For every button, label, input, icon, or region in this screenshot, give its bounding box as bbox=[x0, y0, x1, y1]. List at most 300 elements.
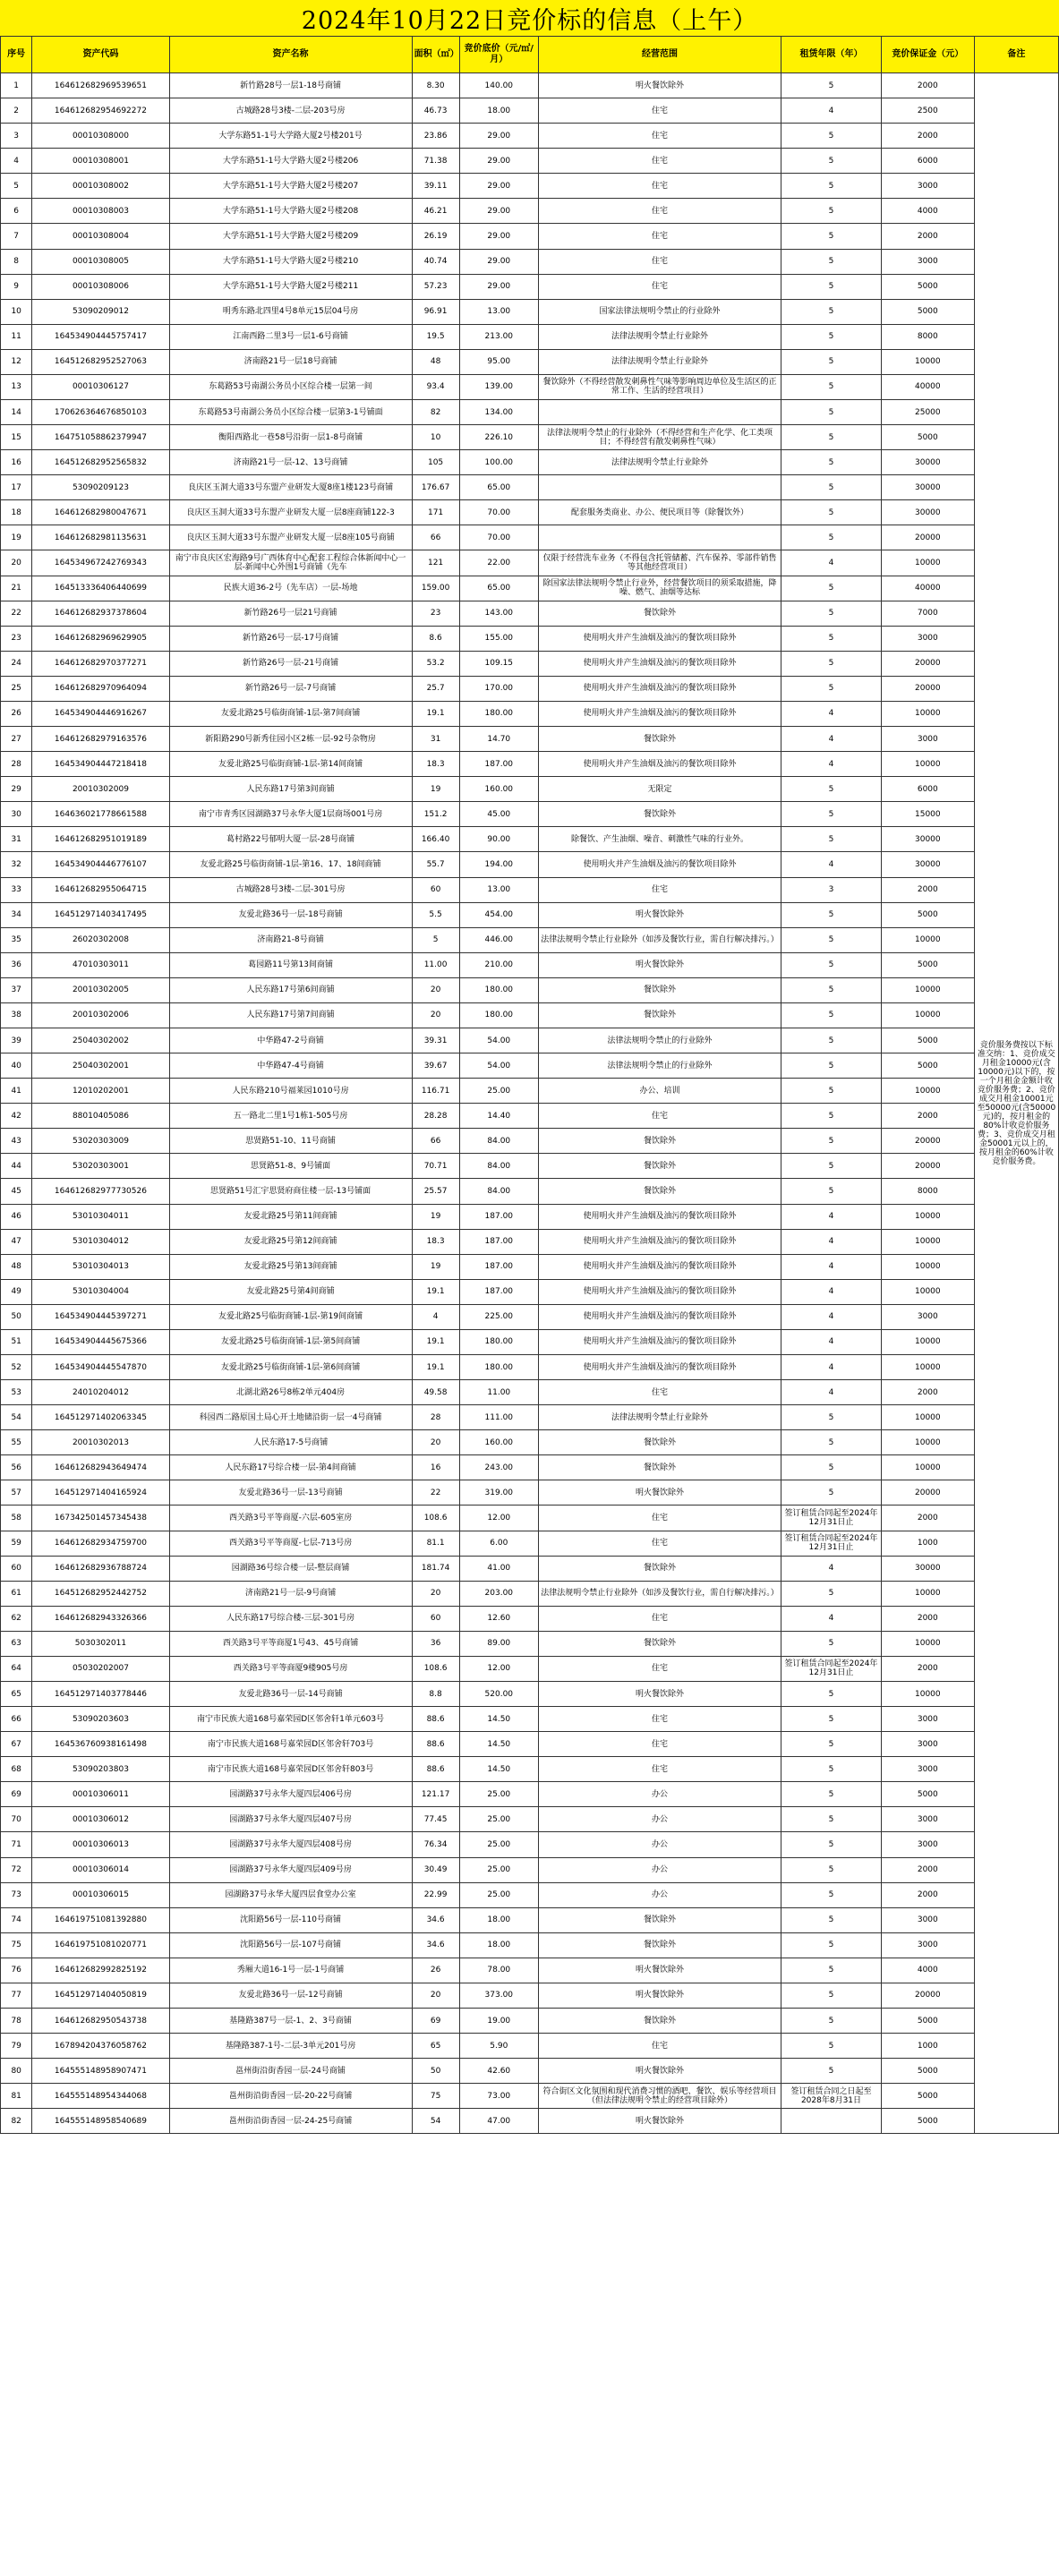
cell-lease-term: 5 bbox=[781, 1480, 882, 1506]
cell-asset-code: 20010302009 bbox=[32, 777, 169, 802]
table-row bbox=[1, 2059, 1059, 2084]
cell-area: 116.71 bbox=[412, 1079, 459, 1104]
cell-lease-term bbox=[781, 2109, 882, 2134]
cell-business-scope: 住宅 bbox=[538, 1656, 781, 1681]
cell-lease-term: 5 bbox=[781, 927, 882, 952]
cell-asset-code: 164512971404165924 bbox=[32, 1480, 169, 1506]
cell-lease-term: 5 bbox=[781, 802, 882, 827]
cell-lease-term: 5 bbox=[781, 1707, 882, 1732]
header-lease-term: 租赁年限（年） bbox=[781, 37, 882, 73]
cell-index: 34 bbox=[1, 902, 32, 927]
cell-index: 25 bbox=[1, 676, 32, 701]
cell-lease-term: 5 bbox=[781, 1028, 882, 1053]
table-row bbox=[1, 1028, 1059, 1053]
cell-lease-term: 5 bbox=[781, 475, 882, 500]
cell-asset-name: 友爱北路36号一层-18号商铺 bbox=[169, 902, 412, 927]
cell-business-scope: 住宅 bbox=[538, 2034, 781, 2059]
cell-area: 39.67 bbox=[412, 1053, 459, 1079]
cell-asset-name: 友爱北路25号临街商铺-1层-第16、17、18间商铺 bbox=[169, 852, 412, 877]
cell-asset-code: 00010306014 bbox=[32, 1857, 169, 1882]
cell-index: 66 bbox=[1, 1707, 32, 1732]
cell-business-scope: 住宅 bbox=[538, 274, 781, 299]
cell-asset-name: 友爱北路36号一层-12号商铺 bbox=[169, 1983, 412, 2008]
cell-area: 77.45 bbox=[412, 1807, 459, 1832]
cell-asset-code: 164612682954692272 bbox=[32, 98, 169, 124]
cell-area: 54 bbox=[412, 2109, 459, 2134]
cell-base-price: 139.00 bbox=[459, 374, 538, 399]
cell-asset-code: 164513336406440699 bbox=[32, 576, 169, 601]
cell-lease-term: 5 bbox=[781, 1002, 882, 1028]
cell-deposit: 3000 bbox=[881, 1304, 974, 1329]
cell-asset-code: 53090209012 bbox=[32, 299, 169, 324]
cell-asset-code: 164534904445397271 bbox=[32, 1304, 169, 1329]
cell-business-scope: 住宅 bbox=[538, 174, 781, 199]
cell-asset-code: 164612682969629905 bbox=[32, 626, 169, 651]
cell-base-price: 155.00 bbox=[459, 626, 538, 651]
cell-business-scope: 餐饮除外 bbox=[538, 2009, 781, 2034]
table-row bbox=[1, 1983, 1059, 2008]
cell-deposit: 5000 bbox=[881, 1782, 974, 1807]
table-row bbox=[1, 1807, 1059, 1832]
cell-asset-code: 164612682950543738 bbox=[32, 2009, 169, 2034]
table-row bbox=[1, 601, 1059, 626]
cell-index: 21 bbox=[1, 576, 32, 601]
table-row bbox=[1, 576, 1059, 601]
cell-deposit: 3000 bbox=[881, 174, 974, 199]
cell-base-price: 18.00 bbox=[459, 1932, 538, 1958]
cell-asset-name: 园湖路37号永华大厦四层409号房 bbox=[169, 1857, 412, 1882]
cell-deposit: 2000 bbox=[881, 1882, 974, 1907]
cell-asset-code: 53020303009 bbox=[32, 1129, 169, 1154]
table-body bbox=[1, 73, 1059, 2134]
table-row bbox=[1, 777, 1059, 802]
cell-base-price: 65.00 bbox=[459, 576, 538, 601]
cell-asset-name: 南宁市民族大道168号嘉荣园D区邻舍轩1单元603号 bbox=[169, 1707, 412, 1732]
cell-deposit: 4000 bbox=[881, 1958, 974, 1983]
cell-asset-code: 164555148958540689 bbox=[32, 2109, 169, 2134]
cell-asset-name: 人民东路17-5号商铺 bbox=[169, 1430, 412, 1455]
cell-index: 4 bbox=[1, 149, 32, 174]
cell-area: 69 bbox=[412, 2009, 459, 2034]
cell-business-scope: 住宅 bbox=[538, 98, 781, 124]
cell-lease-term: 5 bbox=[781, 299, 882, 324]
cell-business-scope: 餐饮除外 bbox=[538, 1631, 781, 1656]
cell-lease-term: 4 bbox=[781, 98, 882, 124]
cell-asset-name: 沈阳路56号一层-107号商铺 bbox=[169, 1932, 412, 1958]
cell-asset-name: 友爱北路36号一层-14号商铺 bbox=[169, 1682, 412, 1707]
cell-lease-term: 4 bbox=[781, 1606, 882, 1631]
cell-index: 28 bbox=[1, 752, 32, 777]
cell-area: 108.6 bbox=[412, 1656, 459, 1681]
cell-index: 53 bbox=[1, 1380, 32, 1405]
cell-index: 40 bbox=[1, 1053, 32, 1079]
header-area: 面积（㎡） bbox=[412, 37, 459, 73]
table-row bbox=[1, 1782, 1059, 1807]
cell-deposit: 4000 bbox=[881, 199, 974, 224]
cell-asset-code: 164612682934759700 bbox=[32, 1531, 169, 1556]
cell-asset-name: 民族大道36-2号（先车店）一层-场地 bbox=[169, 576, 412, 601]
cell-deposit: 6000 bbox=[881, 777, 974, 802]
cell-area: 60 bbox=[412, 877, 459, 902]
cell-area: 25.7 bbox=[412, 676, 459, 701]
header-deposit: 竞价保证金（元） bbox=[881, 37, 974, 73]
cell-index: 56 bbox=[1, 1455, 32, 1480]
cell-deposit: 3000 bbox=[881, 1732, 974, 1757]
cell-area: 108.6 bbox=[412, 1506, 459, 1531]
cell-index: 71 bbox=[1, 1832, 32, 1857]
cell-index: 51 bbox=[1, 1329, 32, 1354]
header-asset-code: 资产代码 bbox=[32, 37, 169, 73]
cell-asset-name: 济南路21-8号商铺 bbox=[169, 927, 412, 952]
cell-area: 181.74 bbox=[412, 1556, 459, 1581]
cell-business-scope: 法律法规明令禁止行业除外 bbox=[538, 1405, 781, 1430]
table-row bbox=[1, 1405, 1059, 1430]
cell-area: 71.38 bbox=[412, 149, 459, 174]
cell-area: 70.71 bbox=[412, 1154, 459, 1179]
cell-lease-term: 签订租赁合同起至2024年12月31日止 bbox=[781, 1506, 882, 1531]
cell-asset-code: 20010302013 bbox=[32, 1430, 169, 1455]
cell-lease-term: 5 bbox=[781, 1430, 882, 1455]
cell-area: 19 bbox=[412, 777, 459, 802]
cell-base-price: 187.00 bbox=[459, 1204, 538, 1229]
cell-index: 1 bbox=[1, 73, 32, 98]
header-remarks: 备注 bbox=[974, 37, 1058, 73]
cell-lease-term: 5 bbox=[781, 1907, 882, 1932]
cell-base-price: 6.00 bbox=[459, 1531, 538, 1556]
table-row bbox=[1, 1732, 1059, 1757]
cell-base-price: 78.00 bbox=[459, 1958, 538, 1983]
cell-deposit: 10000 bbox=[881, 977, 974, 1002]
cell-asset-code: 164512682952565832 bbox=[32, 450, 169, 475]
cell-lease-term: 5 bbox=[781, 1757, 882, 1782]
cell-base-price: 65.00 bbox=[459, 475, 538, 500]
cell-business-scope: 餐饮除外 bbox=[538, 1907, 781, 1932]
cell-lease-term: 5 bbox=[781, 1832, 882, 1857]
cell-index: 59 bbox=[1, 1531, 32, 1556]
cell-index: 60 bbox=[1, 1556, 32, 1581]
table-row bbox=[1, 1480, 1059, 1506]
cell-business-scope: 餐饮除外 bbox=[538, 1556, 781, 1581]
cell-asset-code: 164619751081392880 bbox=[32, 1907, 169, 1932]
table-row bbox=[1, 249, 1059, 274]
cell-base-price: 170.00 bbox=[459, 676, 538, 701]
cell-area: 20 bbox=[412, 1430, 459, 1455]
cell-lease-term: 5 bbox=[781, 777, 882, 802]
cell-asset-name: 科园西二路原国土局心开土地储沿街一层一4号商铺 bbox=[169, 1405, 412, 1430]
cell-area: 23 bbox=[412, 601, 459, 626]
table-row bbox=[1, 701, 1059, 726]
cell-index: 32 bbox=[1, 852, 32, 877]
cell-deposit: 3000 bbox=[881, 1932, 974, 1958]
cell-lease-term: 5 bbox=[781, 1882, 882, 1907]
cell-business-scope: 办公、培训 bbox=[538, 1079, 781, 1104]
cell-asset-code: 164612682955064715 bbox=[32, 877, 169, 902]
cell-base-price: 41.00 bbox=[459, 1556, 538, 1581]
cell-business-scope: 餐饮除外 bbox=[538, 1129, 781, 1154]
table-row bbox=[1, 1857, 1059, 1882]
table-row bbox=[1, 1932, 1059, 1958]
cell-deposit: 5000 bbox=[881, 2009, 974, 2034]
cell-asset-name: 新竹路26号一层-7号商铺 bbox=[169, 676, 412, 701]
cell-asset-code: 164619751081020771 bbox=[32, 1932, 169, 1958]
cell-deposit: 2000 bbox=[881, 1104, 974, 1129]
cell-base-price: 70.00 bbox=[459, 500, 538, 525]
cell-index: 47 bbox=[1, 1229, 32, 1254]
cell-deposit: 2000 bbox=[881, 1857, 974, 1882]
cell-base-price: 25.00 bbox=[459, 1782, 538, 1807]
cell-index: 74 bbox=[1, 1907, 32, 1932]
cell-asset-name: 新阳路290号新秀住园小区2栋一层-92号杂物房 bbox=[169, 727, 412, 752]
table-row bbox=[1, 1229, 1059, 1254]
cell-lease-term: 5 bbox=[781, 1932, 882, 1958]
table-row bbox=[1, 827, 1059, 852]
cell-asset-code: 164612682979163576 bbox=[32, 727, 169, 752]
cell-asset-name: 基隆路387号一层-1、2、3号商铺 bbox=[169, 2009, 412, 2034]
cell-asset-code: 25040302001 bbox=[32, 1053, 169, 1079]
cell-index: 2 bbox=[1, 98, 32, 124]
cell-index: 49 bbox=[1, 1279, 32, 1304]
cell-base-price: 213.00 bbox=[459, 324, 538, 349]
table-row bbox=[1, 1631, 1059, 1656]
table-row bbox=[1, 1757, 1059, 1782]
cell-asset-code: 12010202001 bbox=[32, 1079, 169, 1104]
cell-deposit: 20000 bbox=[881, 676, 974, 701]
cell-deposit: 30000 bbox=[881, 1556, 974, 1581]
cell-business-scope: 使用明火并产生油烟及油污的餐饮项目除外 bbox=[538, 752, 781, 777]
cell-deposit: 20000 bbox=[881, 1154, 974, 1179]
cell-base-price: 180.00 bbox=[459, 1354, 538, 1379]
table-row bbox=[1, 752, 1059, 777]
cell-lease-term: 5 bbox=[781, 73, 882, 98]
cell-asset-code: 20010302006 bbox=[32, 1002, 169, 1028]
cell-asset-code: 164534904445757417 bbox=[32, 324, 169, 349]
cell-asset-code: 164612682951019189 bbox=[32, 827, 169, 852]
cell-asset-name: 古城路28号3楼-二层-301号房 bbox=[169, 877, 412, 902]
table-row bbox=[1, 1104, 1059, 1129]
cell-area: 75 bbox=[412, 2084, 459, 2109]
cell-index: 18 bbox=[1, 500, 32, 525]
cell-deposit: 8000 bbox=[881, 1179, 974, 1204]
cell-deposit: 10000 bbox=[881, 1455, 974, 1480]
cell-business-scope: 住宅 bbox=[538, 1732, 781, 1757]
cell-index: 7 bbox=[1, 224, 32, 249]
cell-base-price: 520.00 bbox=[459, 1682, 538, 1707]
cell-base-price: 14.50 bbox=[459, 1732, 538, 1757]
cell-base-price: 22.00 bbox=[459, 550, 538, 576]
cell-asset-name: 中华路47-4号商铺 bbox=[169, 1053, 412, 1079]
table-row bbox=[1, 1129, 1059, 1154]
cell-business-scope: 餐饮除外 bbox=[538, 727, 781, 752]
table-row bbox=[1, 1455, 1059, 1480]
cell-index: 16 bbox=[1, 450, 32, 475]
table-row bbox=[1, 1682, 1059, 1707]
table-row bbox=[1, 1380, 1059, 1405]
cell-index: 3 bbox=[1, 124, 32, 149]
cell-deposit: 3000 bbox=[881, 1757, 974, 1782]
cell-area: 46.21 bbox=[412, 199, 459, 224]
cell-asset-name: 邕州街沿街香园一层-24-25号商铺 bbox=[169, 2109, 412, 2134]
cell-area: 121.17 bbox=[412, 1782, 459, 1807]
cell-business-scope: 明火餐饮除外 bbox=[538, 1480, 781, 1506]
cell-business-scope: 办公 bbox=[538, 1832, 781, 1857]
cell-lease-term: 5 bbox=[781, 1104, 882, 1129]
cell-asset-code: 24010204012 bbox=[32, 1380, 169, 1405]
cell-lease-term: 5 bbox=[781, 576, 882, 601]
cell-lease-term: 5 bbox=[781, 1631, 882, 1656]
cell-asset-name: 五一路北二里1号1栋1-505号房 bbox=[169, 1104, 412, 1129]
cell-lease-term: 4 bbox=[781, 1204, 882, 1229]
cell-asset-name: 大学东路51-1号大学路大厦2号楼211 bbox=[169, 274, 412, 299]
cell-asset-name: 明秀东路北四里4号8单元15层04号房 bbox=[169, 299, 412, 324]
cell-asset-code: 164612682937378604 bbox=[32, 601, 169, 626]
cell-index: 79 bbox=[1, 2034, 32, 2059]
table-row bbox=[1, 676, 1059, 701]
cell-deposit: 1000 bbox=[881, 1531, 974, 1556]
cell-deposit: 10000 bbox=[881, 1405, 974, 1430]
cell-business-scope: 明火餐饮除外 bbox=[538, 902, 781, 927]
cell-base-price: 187.00 bbox=[459, 1279, 538, 1304]
cell-business-scope: 法律法规明令禁止行业除外 bbox=[538, 450, 781, 475]
table-row bbox=[1, 2084, 1059, 2109]
cell-asset-code: 53010304004 bbox=[32, 1279, 169, 1304]
cell-asset-code: 53090209123 bbox=[32, 475, 169, 500]
cell-lease-term: 4 bbox=[781, 701, 882, 726]
cell-deposit: 3000 bbox=[881, 1707, 974, 1732]
table-row bbox=[1, 2034, 1059, 2059]
cell-asset-name: 邕州街沿街香园一层-24号商铺 bbox=[169, 2059, 412, 2084]
cell-index: 63 bbox=[1, 1631, 32, 1656]
cell-lease-term: 4 bbox=[781, 1556, 882, 1581]
cell-lease-term: 4 bbox=[781, 752, 882, 777]
cell-deposit: 40000 bbox=[881, 576, 974, 601]
cell-asset-code: 00010306013 bbox=[32, 1832, 169, 1857]
cell-deposit: 25000 bbox=[881, 400, 974, 425]
cell-asset-code: 164512682952442752 bbox=[32, 1581, 169, 1606]
cell-asset-name: 南宁市民族大道168号嘉荣园D区邻舍轩703号 bbox=[169, 1732, 412, 1757]
cell-asset-name: 园湖路37号永华大厦四层食堂办公室 bbox=[169, 1882, 412, 1907]
cell-lease-term: 5 bbox=[781, 324, 882, 349]
table-row bbox=[1, 1002, 1059, 1028]
cell-business-scope: 使用明火并产生油烟及油污的餐饮项目除外 bbox=[538, 1354, 781, 1379]
cell-base-price: 29.00 bbox=[459, 249, 538, 274]
cell-asset-code: 20010302005 bbox=[32, 977, 169, 1002]
cell-index: 68 bbox=[1, 1757, 32, 1782]
cell-lease-term: 4 bbox=[781, 1279, 882, 1304]
table-row bbox=[1, 1053, 1059, 1079]
cell-index: 14 bbox=[1, 400, 32, 425]
cell-base-price: 73.00 bbox=[459, 2084, 538, 2109]
cell-asset-name: 人民东路17号综合楼-三层-301号房 bbox=[169, 1606, 412, 1631]
cell-area: 19.1 bbox=[412, 1279, 459, 1304]
cell-asset-code: 00010308005 bbox=[32, 249, 169, 274]
cell-business-scope: 明火餐饮除外 bbox=[538, 2059, 781, 2084]
cell-asset-code: 164536760938161498 bbox=[32, 1732, 169, 1757]
cell-asset-name: 良庆区玉洞大道33号东盟产业研发大厦一层8座商铺122-3 bbox=[169, 500, 412, 525]
cell-asset-name: 古城路28号3楼-二层-203号房 bbox=[169, 98, 412, 124]
cell-asset-code: 164612682977730526 bbox=[32, 1179, 169, 1204]
cell-base-price: 160.00 bbox=[459, 1430, 538, 1455]
cell-base-price: 12.00 bbox=[459, 1506, 538, 1531]
cell-deposit: 3000 bbox=[881, 1807, 974, 1832]
cell-deposit: 40000 bbox=[881, 374, 974, 399]
cell-deposit: 30000 bbox=[881, 475, 974, 500]
cell-area: 121 bbox=[412, 550, 459, 576]
cell-base-price: 14.70 bbox=[459, 727, 538, 752]
table-row bbox=[1, 1606, 1059, 1631]
cell-business-scope: 使用明火并产生油烟及油污的餐饮项目除外 bbox=[538, 1254, 781, 1279]
cell-base-price: 25.00 bbox=[459, 1857, 538, 1882]
cell-business-scope: 法律法规明令禁止行业除外 bbox=[538, 349, 781, 374]
cell-index: 38 bbox=[1, 1002, 32, 1028]
cell-lease-term: 5 bbox=[781, 525, 882, 550]
cell-area: 30.49 bbox=[412, 1857, 459, 1882]
cell-business-scope: 餐饮除外 bbox=[538, 1002, 781, 1028]
cell-deposit: 10000 bbox=[881, 1079, 974, 1104]
cell-lease-term: 5 bbox=[781, 601, 882, 626]
cell-deposit: 5000 bbox=[881, 952, 974, 977]
cell-asset-code: 00010308006 bbox=[32, 274, 169, 299]
cell-business-scope: 餐饮除外 bbox=[538, 1455, 781, 1480]
cell-base-price: 100.00 bbox=[459, 450, 538, 475]
cell-deposit: 3000 bbox=[881, 626, 974, 651]
cell-base-price: 143.00 bbox=[459, 601, 538, 626]
cell-area: 26.19 bbox=[412, 224, 459, 249]
table-row bbox=[1, 1556, 1059, 1581]
cell-asset-code: 53090203603 bbox=[32, 1707, 169, 1732]
cell-deposit: 10000 bbox=[881, 1329, 974, 1354]
cell-lease-term: 签订租赁合同之日起至2028年8月31日 bbox=[781, 2084, 882, 2109]
cell-area: 18.3 bbox=[412, 1229, 459, 1254]
cell-deposit: 10000 bbox=[881, 701, 974, 726]
cell-area: 19.1 bbox=[412, 701, 459, 726]
cell-deposit: 10000 bbox=[881, 1581, 974, 1606]
cell-base-price: 84.00 bbox=[459, 1154, 538, 1179]
cell-deposit: 2000 bbox=[881, 1656, 974, 1681]
cell-asset-name: 江南西路二里3号一层1-6号商铺 bbox=[169, 324, 412, 349]
cell-deposit: 5000 bbox=[881, 274, 974, 299]
cell-asset-name: 思贤路51-8、9号铺面 bbox=[169, 1154, 412, 1179]
cell-business-scope: 使用明火并产生油烟及油污的餐饮项目除外 bbox=[538, 626, 781, 651]
cell-asset-name: 人民东路17号第7间商铺 bbox=[169, 1002, 412, 1028]
cell-asset-code: 164534904445675366 bbox=[32, 1329, 169, 1354]
cell-deposit: 1000 bbox=[881, 2034, 974, 2059]
cell-business-scope: 明火餐饮除外 bbox=[538, 1682, 781, 1707]
cell-base-price: 14.40 bbox=[459, 1104, 538, 1129]
table-row bbox=[1, 1304, 1059, 1329]
cell-deposit: 3000 bbox=[881, 1907, 974, 1932]
cell-business-scope: 餐饮除外 bbox=[538, 977, 781, 1002]
cell-area: 20 bbox=[412, 1002, 459, 1028]
cell-business-scope: 明火餐饮除外 bbox=[538, 1958, 781, 1983]
cell-asset-code: 164751058862379947 bbox=[32, 425, 169, 450]
cell-area: 50 bbox=[412, 2059, 459, 2084]
cell-area: 23.86 bbox=[412, 124, 459, 149]
cell-deposit: 10000 bbox=[881, 1002, 974, 1028]
cell-deposit: 10000 bbox=[881, 1682, 974, 1707]
table-row bbox=[1, 1329, 1059, 1354]
cell-base-price: 84.00 bbox=[459, 1129, 538, 1154]
cell-lease-term: 5 bbox=[781, 952, 882, 977]
cell-deposit: 5000 bbox=[881, 299, 974, 324]
cell-business-scope: 餐饮除外 bbox=[538, 1430, 781, 1455]
cell-index: 43 bbox=[1, 1129, 32, 1154]
cell-lease-term: 5 bbox=[781, 827, 882, 852]
cell-lease-term: 5 bbox=[781, 1983, 882, 2008]
table-row bbox=[1, 1430, 1059, 1455]
table-row bbox=[1, 73, 1059, 98]
cell-index: 35 bbox=[1, 927, 32, 952]
cell-business-scope: 餐饮除外 bbox=[538, 1932, 781, 1958]
